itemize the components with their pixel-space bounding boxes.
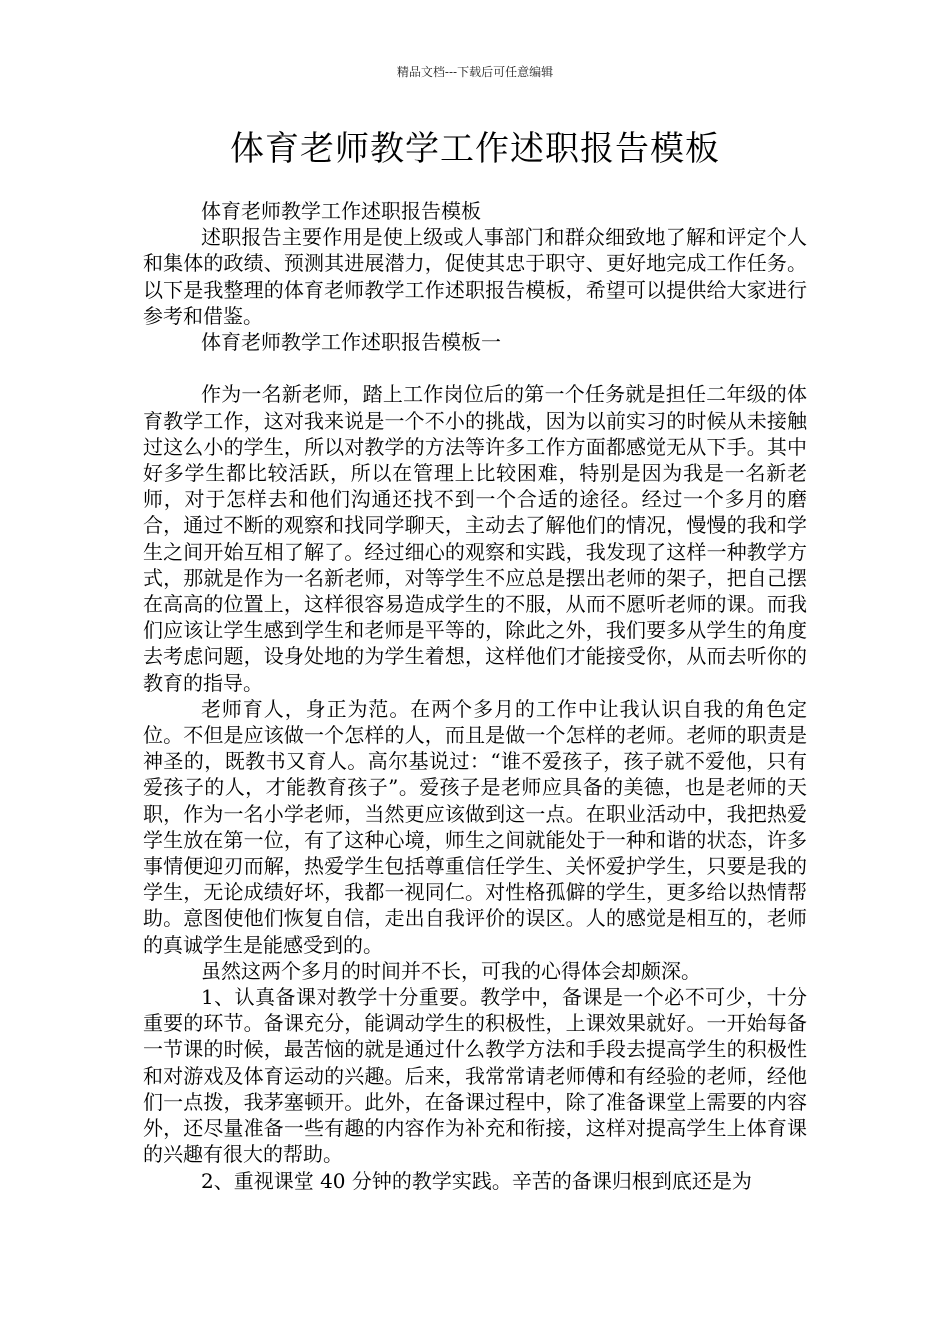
paragraph-intro: 述职报告主要作用是使上级或人事部门和群众细致地了解和评定个人和集体的政绩、预测其进展潜力，促使其忠于职守、更好地完成工作任务。以下是我整理的体育老师教学工作述职报告模板，希望可以提供给大家进行参考和借鉴。 [143,225,807,328]
document-title: 体育老师教学工作述职报告模板 [230,129,720,169]
paragraph-reflection: 虽然这两个多月的时间并不长，可我的心得体会却颇深。 [201,958,701,983]
blank-line [143,355,807,381]
paragraph-point-1: 1、认真备课对教学十分重要。教学中，备课是一个必不可少，十分重要的环节。备课充分，能调动学生的积极性，上课效果就好。一开始每备一节课的时候，最苦恼的就是通过什么教学方法和手段去提高学生的积极性和对游戏及体育运动的兴趣。后来，我常常请老师傅和有经验的老师，经他们一点拨，我茅塞顿开。此外，在备课过程中，除了准备课堂上需要的内容外，还尽量准备一些有趣的内容作为补充和衔接，这样对提高学生上体育课的兴趣有很大的帮助。 [143,985,807,1167]
paragraph-subtitle: 体育老师教学工作述职报告模板 [201,199,481,223]
document-body [143,198,807,1194]
paragraph-section-heading: 体育老师教学工作述职报告模板一 [201,330,501,355]
paragraph-role-model: 老师育人，身正为范。在两个多月的工作中让我认识自我的角色定位。不但是应该做一个怎样的人，而且是做一个怎样的老师。老师的职责是神圣的，既教书又育人。高尔基说过：“谁不爱孩子，孩子就不爱他，只有爱孩子的人，才能教育孩子”。爱孩子是老师应具备的美德，也是老师的天职，作为一名小学老师，当然更应该做到这一点。在职业活动中，我把热爱学生放在第一位，有了这种心境，师生之间就能处于一种和谐的状态，许多事情便迎刃而解，热爱学生包括尊重信任学生、关怀爱护学生，只要是我的学生，无论成绩好坏，我都一视同仁。对性格孤僻的学生，更多给以热情帮助。意图使他们恢复自信，走出自我评价的误区。人的感觉是相互的，老师的真诚学生是能感受到的。 [143,696,807,957]
paragraph-new-teacher: 作为一名新老师，踏上工作岗位后的第一个任务就是担任二年级的体育教学工作，这对我来说是一个不小的挑战，因为以前实习的时候从未接触过这么小的学生，所以对教学的方法等许多工作方面都感觉无从下手。其中好多学生都比较活跃，所以在管理上比较困难，特别是因为我是一名新老师，对于怎样去和他们沟通还找不到一个合适的途径。经过一个多月的磨合，通过不断的观察和找同学聊天，主动去了解他们的情况，慢慢的我和学生之间开始互相了解了。经过细心的观察和实践，我发现了这样一种教学方式，那就是作为一名新老师，对等学生不应总是摆出老师的架子，把自己摆在高高的位置上，这样很容易造成学生的不服，从而不愿听老师的课。而我们应该让学生感到学生和老师是平等的，除此之外，我们要多从学生的角度去考虑问题，设身处地的为学生着想，这样他们才能接受你，从而去听你的教育的指导。 [143,382,807,695]
header-note: 精品文档---下载后可任意编辑 [396,65,554,79]
paragraph-point-2: 2、重视课堂 40 分钟的教学实践。辛苦的备课归根到底还是为 [201,1168,752,1193]
